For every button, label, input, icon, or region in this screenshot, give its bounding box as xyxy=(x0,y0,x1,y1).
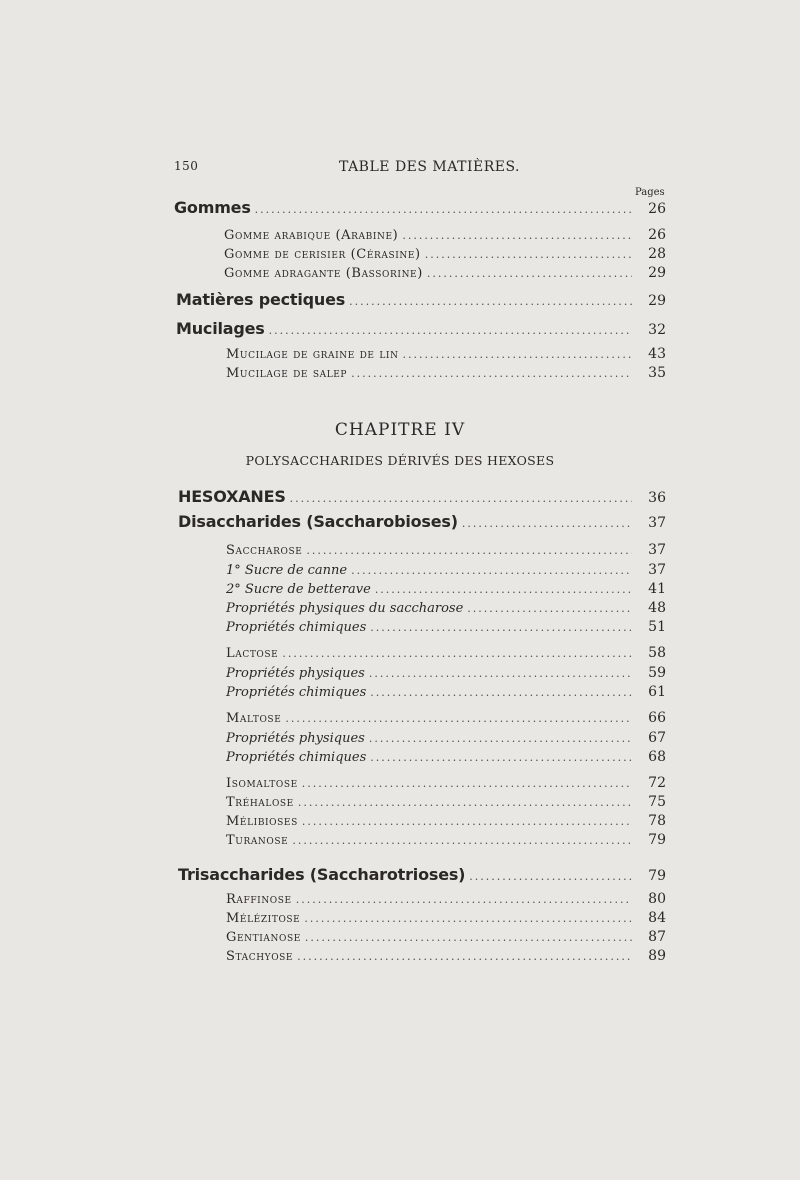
toc-entry-label: Mélézitose xyxy=(226,911,301,926)
toc-entry xyxy=(224,227,666,247)
toc-entry-label: Gommes xyxy=(174,198,251,217)
toc-entry xyxy=(176,319,666,341)
toc-entry xyxy=(178,487,666,509)
dot-leader xyxy=(282,647,632,660)
toc-entry-page: 26 xyxy=(648,201,666,217)
toc-entry-label: Maltose xyxy=(226,711,282,726)
toc-entry xyxy=(226,832,666,852)
dot-leader xyxy=(369,667,632,680)
toc-entry-label: Gomme de cerisier (Cérasine) xyxy=(224,247,421,262)
dot-leader xyxy=(285,712,632,725)
toc-entry-label: Tréhalose xyxy=(226,795,294,810)
dot-leader xyxy=(349,295,632,308)
toc-entry-page: 75 xyxy=(648,794,666,810)
toc-entry xyxy=(226,891,666,911)
toc-entry-label: Propriétés chimiques xyxy=(226,685,367,700)
toc-entry xyxy=(226,813,666,833)
chapter-subtitle: POLYSACCHARIDES DÉRIVÉS DES HEXOSES xyxy=(245,453,555,468)
dot-leader xyxy=(425,248,632,261)
toc-entry xyxy=(226,365,666,385)
toc-entry-page: 37 xyxy=(648,562,666,578)
toc-entry-label: Mucilage de salep xyxy=(226,366,348,381)
toc-entry xyxy=(226,730,666,750)
toc-entry-page: 37 xyxy=(648,542,666,558)
dot-leader xyxy=(351,564,632,577)
toc-entry-label: Turanose xyxy=(226,833,289,848)
toc-entry-page: 67 xyxy=(648,730,666,746)
toc-entry xyxy=(226,600,666,620)
toc-entry xyxy=(224,246,666,266)
toc-entry-label: Mélibioses xyxy=(226,814,298,829)
toc-entry-page: 78 xyxy=(648,813,666,829)
toc-entry-label: Stachyose xyxy=(226,949,294,964)
toc-entry xyxy=(224,265,666,285)
toc-entry xyxy=(178,512,666,534)
toc-entry-label: Trisaccharides (Saccharotrioses) xyxy=(178,865,466,884)
toc-entry-label: 1° Sucre de canne xyxy=(226,563,348,578)
toc-entry-label: Propriétés physiques du saccharose xyxy=(226,601,464,616)
toc-entry-page: 37 xyxy=(648,515,666,531)
toc-entry-page: 29 xyxy=(648,293,666,309)
dot-leader xyxy=(370,751,632,764)
toc-entry-page: 51 xyxy=(648,619,666,635)
toc-entry-page: 29 xyxy=(648,265,666,281)
toc-entry xyxy=(226,562,666,582)
toc-entry-page: 41 xyxy=(648,581,666,597)
toc-entry xyxy=(226,948,666,968)
pages-column-label: Pages xyxy=(635,187,665,198)
dot-leader xyxy=(292,834,632,847)
toc-entry-label: Gomme adragante (Bassorine) xyxy=(224,266,423,281)
page-number: 150 xyxy=(174,159,199,173)
toc-entry-page: 79 xyxy=(648,868,666,884)
toc-entry xyxy=(226,910,666,930)
toc-entry-page: 61 xyxy=(648,684,666,700)
toc-entry-label: Gentianose xyxy=(226,930,301,945)
dot-leader xyxy=(351,367,632,380)
toc-entry-label: HESOXANES xyxy=(178,487,286,506)
toc-entry-page: 26 xyxy=(648,227,666,243)
chapter-title: CHAPITRE IV xyxy=(334,420,466,440)
toc-entry xyxy=(226,665,666,685)
toc-entry-page: 84 xyxy=(648,910,666,926)
toc-entry-page: 89 xyxy=(648,948,666,964)
dot-leader xyxy=(302,815,632,828)
dot-leader xyxy=(402,229,632,242)
toc-entry xyxy=(176,290,666,312)
toc-entry-page: 48 xyxy=(648,600,666,616)
toc-entry-page: 79 xyxy=(648,832,666,848)
toc-entry-label: Propriétés chimiques xyxy=(226,750,367,765)
toc-entry-page: 43 xyxy=(648,346,666,362)
toc-entry-label: Lactose xyxy=(226,646,279,661)
toc-entry xyxy=(226,749,666,769)
toc-entry-label: Propriétés physiques xyxy=(226,666,365,681)
dot-leader xyxy=(462,517,632,530)
toc-entry xyxy=(226,581,666,601)
dot-leader xyxy=(369,732,632,745)
toc-entry-label: Gomme arabique (Arabine) xyxy=(224,228,399,243)
toc-entry-page: 36 xyxy=(648,490,666,506)
dot-leader xyxy=(298,796,632,809)
toc-entry-page: 72 xyxy=(648,775,666,791)
dot-leader xyxy=(296,893,632,906)
toc-entry xyxy=(226,619,666,639)
running-title: TABLE DES MATIÈRES. xyxy=(339,159,520,175)
toc-entry-label: Mucilage de graine de lin xyxy=(226,347,399,362)
toc-entry xyxy=(226,542,666,562)
toc-entry-label: Propriétés physiques xyxy=(226,731,365,746)
toc-entry xyxy=(178,865,666,887)
toc-entry-page: 35 xyxy=(648,365,666,381)
toc-entry-label: 2° Sucre de betterave xyxy=(226,582,371,597)
dot-leader xyxy=(403,348,632,361)
toc-entry-label: Disaccharides (Saccharobioses) xyxy=(178,512,458,531)
dot-leader xyxy=(370,621,632,634)
toc-entry xyxy=(226,794,666,814)
toc-entry-page: 59 xyxy=(648,665,666,681)
toc-entry xyxy=(226,684,666,704)
toc-entry-label: Matières pectiques xyxy=(176,290,346,309)
toc-entry-page: 66 xyxy=(648,710,666,726)
dot-leader xyxy=(304,912,632,925)
toc-entry xyxy=(174,198,666,220)
dot-leader xyxy=(297,950,632,963)
toc-entry xyxy=(226,775,666,795)
toc-entry-page: 68 xyxy=(648,749,666,765)
dot-leader xyxy=(302,777,632,790)
toc-entry-page: 87 xyxy=(648,929,666,945)
dot-leader xyxy=(467,602,632,615)
dot-leader xyxy=(255,203,632,216)
toc-entry-label: Isomaltose xyxy=(226,776,298,791)
toc-entry-label: Mucilages xyxy=(176,319,265,338)
toc-entry xyxy=(226,645,666,665)
toc-entry-label: Propriétés chimiques xyxy=(226,620,367,635)
toc-entry-page: 28 xyxy=(648,246,666,262)
toc-entry xyxy=(226,710,666,730)
dot-leader xyxy=(375,583,632,596)
dot-leader xyxy=(469,870,632,883)
dot-leader xyxy=(290,492,632,505)
toc-entry-label: Saccharose xyxy=(226,543,303,558)
toc-entry xyxy=(226,346,666,366)
toc-entry-page: 58 xyxy=(648,645,666,661)
toc-entry xyxy=(226,929,666,949)
dot-leader xyxy=(305,931,632,944)
dot-leader xyxy=(306,544,632,557)
toc-entry-label: Raffinose xyxy=(226,892,292,907)
dot-leader xyxy=(269,324,632,337)
dot-leader xyxy=(427,267,632,280)
toc-entry-page: 32 xyxy=(648,322,666,338)
toc-entry-page: 80 xyxy=(648,891,666,907)
dot-leader xyxy=(370,686,632,699)
